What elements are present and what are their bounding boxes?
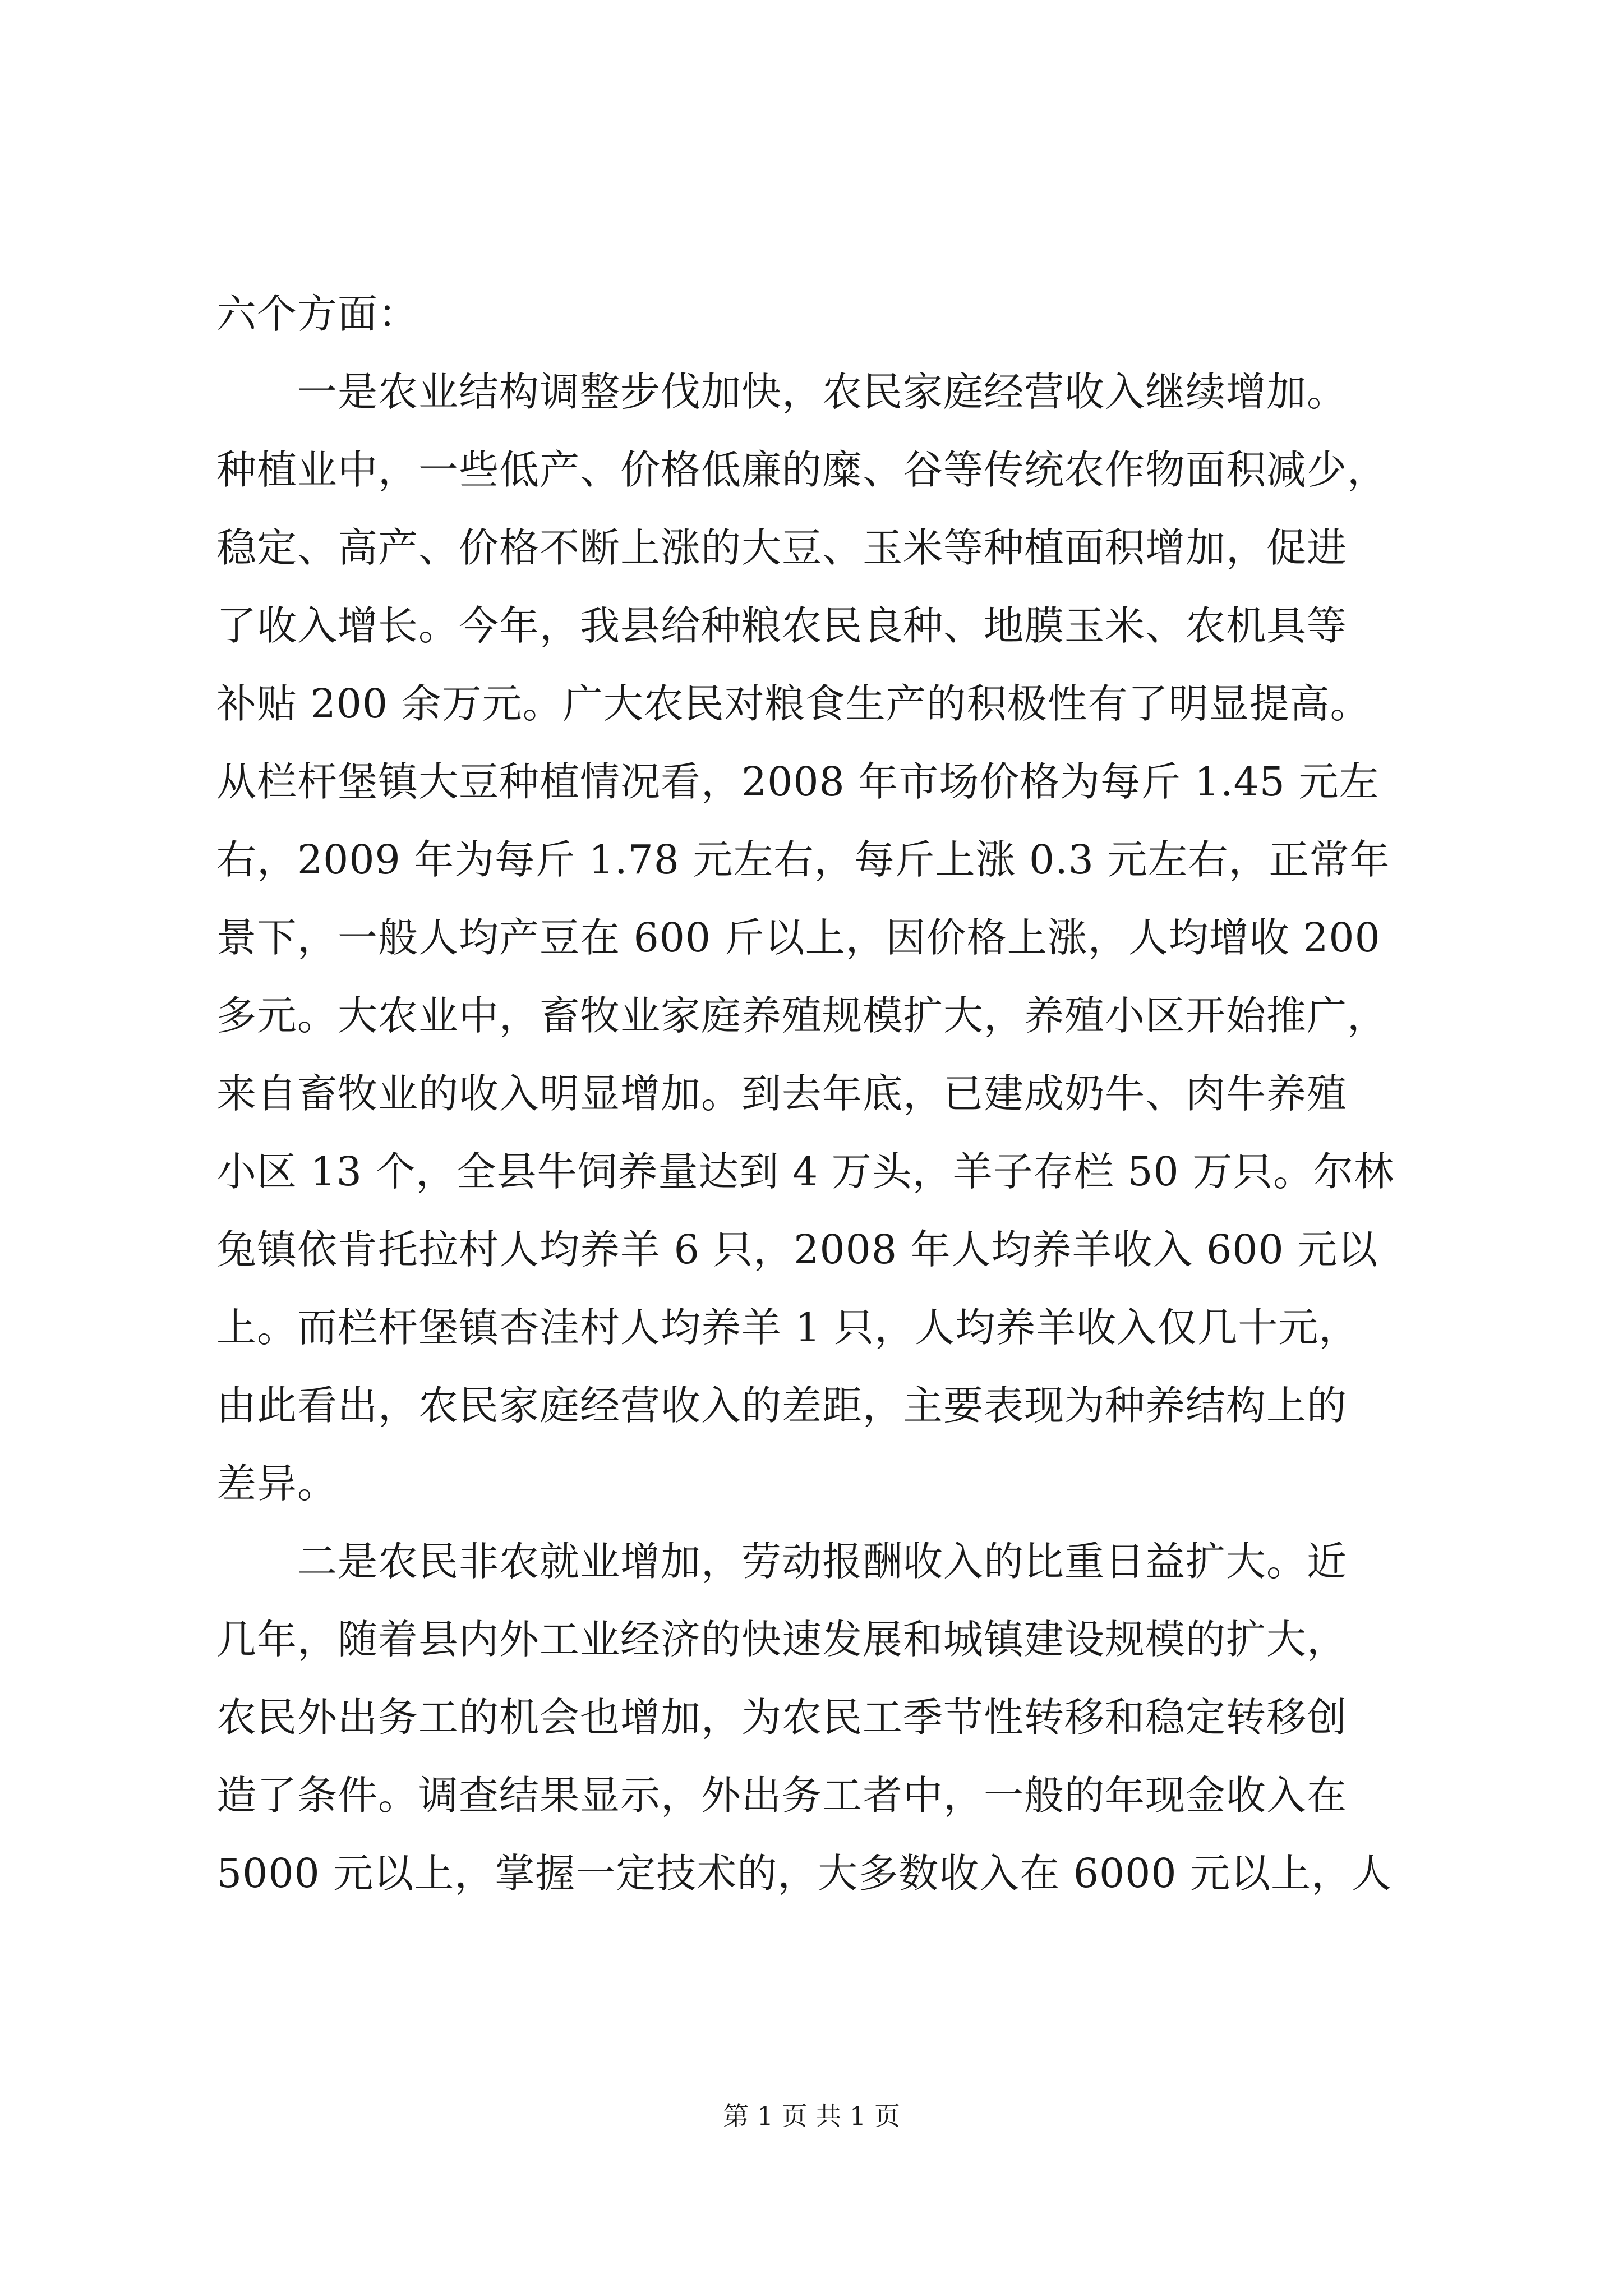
body-line: 从栏杆堡镇大豆种植情况看，2008 年市场价格为每斤 1.45 元左 xyxy=(216,758,1380,805)
body-line: 上。而栏杆堡镇杏洼村人均养羊 1 只，人均养羊收入仅几十元， xyxy=(216,1304,1359,1351)
body-line: 一是农业结构调整步伐加快，农民家庭经营收入继续增加。 xyxy=(216,369,1348,415)
body-line: 多元。大农业中，畜牧业家庭养殖规模扩大，养殖小区开始推广， xyxy=(216,992,1388,1039)
body-line: 由此看出，农民家庭经营收入的差距，主要表现为种养结构上的 xyxy=(216,1382,1348,1429)
body-line: 造了条件。调查结果显示，外出务工者中，一般的年现金收入在 xyxy=(216,1772,1348,1819)
page-footer: 第 1 页 共 1 页 xyxy=(723,2101,900,2131)
body-line: 补贴 200 余万元。广大农民对粮食生产的积极性有了明显提高。 xyxy=(216,680,1371,727)
body-line: 几年，随着县内外工业经济的快速发展和城镇建设规模的扩大， xyxy=(216,1616,1348,1663)
body-line: 二是农民非农就业增加，劳动报酬收入的比重日益扩大。近 xyxy=(216,1538,1348,1585)
body-line: 右，2009 年为每斤 1.78 元左右，每斤上涨 0.3 元左右，正常年 xyxy=(216,836,1390,883)
body-line: 5000 元以上，掌握一定技术的，大多数收入在 6000 元以上，人 xyxy=(216,1850,1393,1897)
body-line: 了收入增长。今年，我县给种粮农民良种、地膜玉米、农机具等 xyxy=(216,602,1348,649)
body-line: 六个方面： xyxy=(216,291,419,337)
body-line: 小区 13 个，全县牛饲养量达到 4 万头，羊子存栏 50 万只。尔林 xyxy=(216,1148,1395,1195)
body-line: 农民外出务工的机会也增加，为农民工季节性转移和稳定转移创 xyxy=(216,1694,1348,1741)
body-line: 兔镇依肯托拉村人均养羊 6 只，2008 年人均养羊收入 600 元以 xyxy=(216,1226,1378,1273)
body-line: 景下，一般人均产豆在 600 斤以上，因价格上涨，人均增收 200 xyxy=(216,914,1381,961)
body-line: 种植业中，一些低产、价格低廉的糜、谷等传统农作物面积减少， xyxy=(216,447,1388,493)
body-line: 差异。 xyxy=(216,1460,338,1507)
body-line: 稳定、高产、价格不断上涨的大豆、玉米等种植面积增加，促进 xyxy=(216,524,1348,571)
body-line: 来自畜牧业的收入明显增加。到去年底，已建成奶牛、肉牛养殖 xyxy=(216,1070,1348,1117)
